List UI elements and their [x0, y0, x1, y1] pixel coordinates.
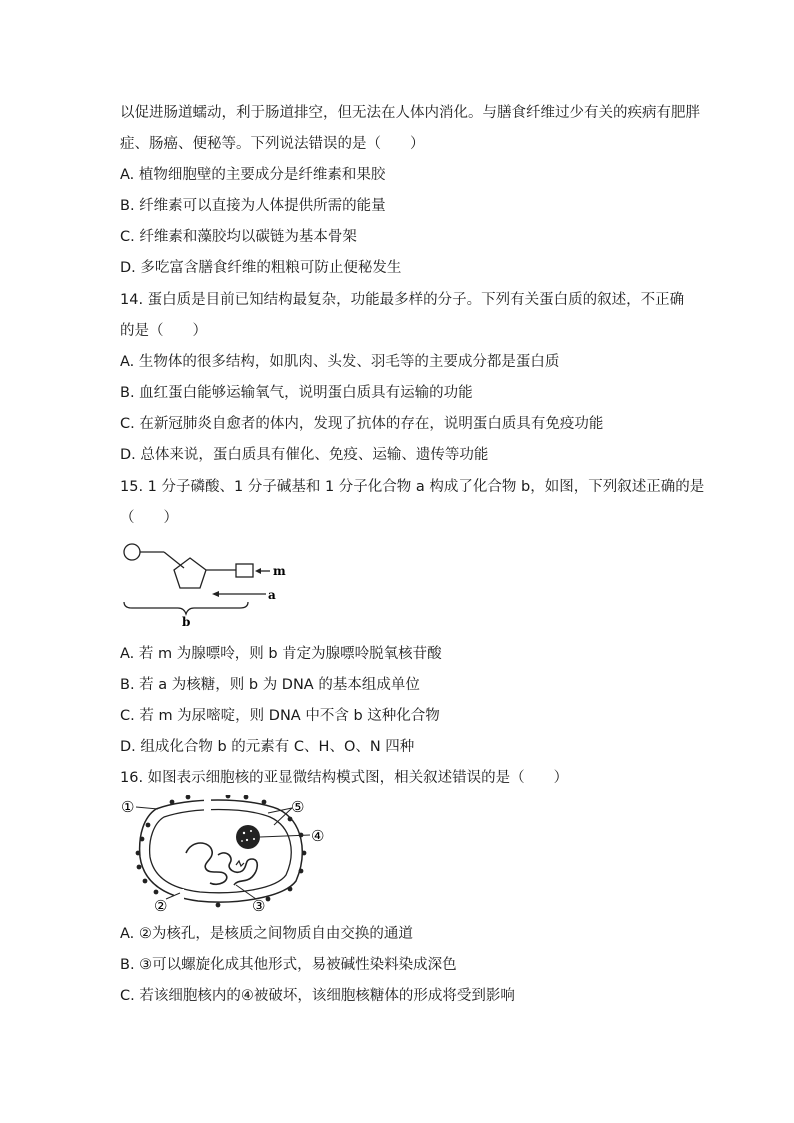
q14-option-b: B. 血红蛋白能够运输氧气，说明蛋白质具有运输的功能 — [120, 385, 473, 401]
pentose-pentagon — [174, 558, 206, 588]
q16-stem: 16. 如图表示细胞核的亚显微结构模式图，相关叙述错误的是（ ） — [120, 770, 569, 786]
q13-stem-line2: 症、肠癌、便秘等。下列说法错误的是（ ） — [120, 136, 425, 152]
q16-option-c: C. 若该细胞核内的④被破坏，该细胞核糖体的形成将受到影响 — [120, 988, 515, 1004]
q15-option-d: D. 组成化合物 b 的元素有 C、H、O、N 四种 — [120, 739, 415, 755]
q14-stem-line2: 的是（ ） — [120, 323, 207, 339]
q13-option-b: B. 纤维素可以直接为人体提供所需的能量 — [120, 198, 386, 214]
q14-option-c: C. 在新冠肺炎自愈者的体内，发现了抗体的存在，说明蛋白质具有免疫功能 — [120, 416, 604, 432]
leader-5a — [268, 808, 292, 813]
label-1: ① — [121, 798, 135, 816]
nucleotide-diagram — [118, 538, 288, 630]
nuclear-pore-top — [204, 799, 211, 813]
inner-membrane — [150, 810, 292, 893]
label-3: ③ — [252, 897, 266, 915]
base-square — [236, 564, 253, 577]
label-2: ② — [154, 897, 168, 915]
q15-option-c: C. 若 m 为尿嘧啶，则 DNA 中不含 b 这种化合物 — [120, 708, 440, 724]
q15-option-a: A. 若 m 为腺嘌呤，则 b 肯定为腺嘌呤脱氧核苷酸 — [120, 646, 442, 662]
arrow-a-head — [212, 591, 219, 597]
q14-option-a: A. 生物体的很多结构，如肌肉、头发、羽毛等的主要成分都是蛋白质 — [120, 354, 560, 370]
chromatin-detail — [236, 861, 244, 866]
label-5: ⑤ — [291, 798, 305, 816]
ribosome-dots — [136, 795, 307, 907]
brace-b — [124, 602, 248, 614]
q16-option-b: B. ③可以螺旋化成其他形式，易被碱性染料染成深色 — [120, 957, 457, 973]
nucleolus — [236, 825, 260, 849]
nucleus-diagram — [118, 795, 338, 915]
label-m: m — [273, 564, 286, 578]
label-b: b — [182, 615, 191, 629]
q14-option-d: D. 总体来说，蛋白质具有催化、免疫、运输、遗传等功能 — [120, 447, 489, 463]
label-4: ④ — [311, 827, 325, 845]
leader-1 — [136, 807, 158, 809]
q13-option-c: C. 纤维素和藻胶均以碳链为基本骨架 — [120, 229, 357, 245]
phosphate-sugar-bond — [164, 552, 184, 568]
q15-stem-line1: 15. 1 分子磷酸、1 分子碱基和 1 分子化合物 a 构成了化合物 b，如图，下列叙述正确的是 — [120, 479, 705, 495]
q15-option-b: B. 若 a 为核糖，则 b 为 DNA 的基本组成单位 — [120, 677, 420, 693]
q16-option-a: A. ②为核孔，是核质之间物质自由交换的通道 — [120, 926, 413, 942]
q14-stem-line1: 14. 蛋白质是目前已知结构最复杂，功能最多样的分子。下列有关蛋白质的叙述，不正确 — [120, 292, 685, 308]
chromatin — [186, 843, 257, 885]
outer-membrane — [140, 800, 303, 902]
q13-stem-line1: 以促进肠道蠕动，利于肠道排空，但无法在人体内消化。与膳食纤维过少有关的疾病有肥胖 — [120, 105, 700, 121]
q15-stem-line2: （ ） — [120, 510, 178, 526]
arrow-m-head — [255, 568, 261, 574]
q13-option-d: D. 多吃富含膳食纤维的粗粮可防止便秘发生 — [120, 260, 402, 276]
phosphate-circle — [124, 544, 140, 560]
q13-option-a: A. 植物细胞壁的主要成分是纤维素和果胶 — [120, 167, 386, 183]
label-a: a — [268, 588, 276, 602]
